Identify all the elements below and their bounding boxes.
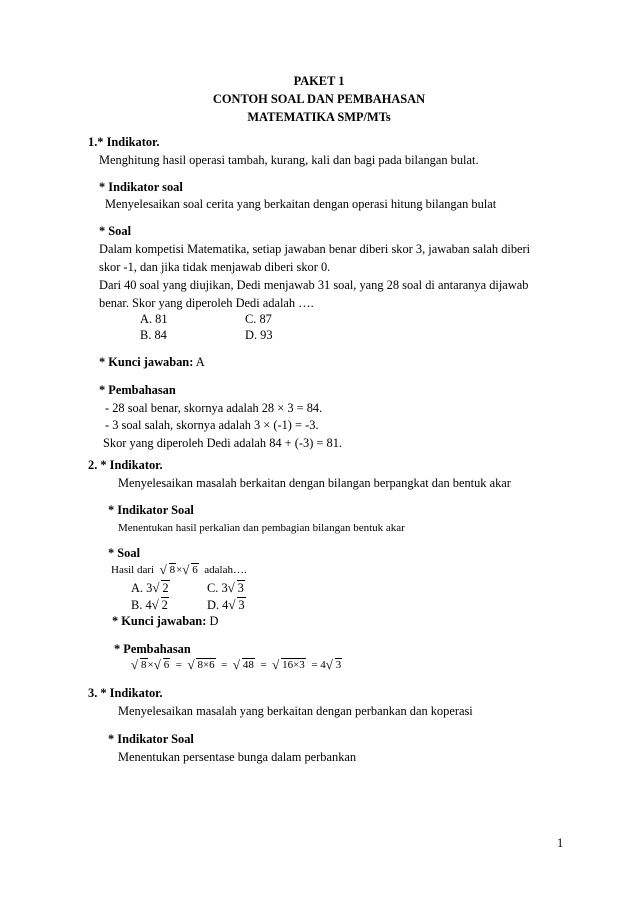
q3-indikator-text: Menyelesaikan masalah yang berkaitan dengan perbankan dan koperasi <box>118 704 473 718</box>
q1-pembahasan-line: Skor yang diperoleh Dedi adalah 84 + (-3) = 81. <box>103 436 343 450</box>
sqrt-2: √ 2 <box>152 581 169 596</box>
q1-soal-line: Dari 40 soal yang diujikan, Dedi menjawab 31 soal, yang 28 soal di antaranya dijawab <box>99 278 529 292</box>
q1-soal-title: * Soal <box>99 224 132 238</box>
q2-indikator-text: Menyelesaikan masalah berkaitan dengan bilangan berpangkat dan bentuk akar <box>118 476 511 490</box>
q3-indikator-soal-title: * Indikator Soal <box>108 732 194 746</box>
header-title: CONTOH SOAL DAN PEMBAHASAN <box>212 92 426 106</box>
q2-indikator-title: 2. * Indikator. <box>88 458 163 472</box>
sqrt-2: √ 2 <box>152 598 169 613</box>
q2-pembahasan-expression: √ 8×√ 6 = √ 8×6 = √ 48 = √ 16×3 = 4√ 3 <box>131 658 342 673</box>
q2-option-b: B. 4√ 2 <box>131 598 169 613</box>
sqrt-3: √ 3 <box>326 658 343 673</box>
q1-indikator-soal-title: * Indikator soal <box>99 180 183 194</box>
q1-option-a: A. 81 <box>140 312 168 326</box>
q1-soal-line: benar. Skor yang diperoleh Dedi adalah …. <box>99 296 314 310</box>
sqrt-8: √ 8 <box>160 563 177 578</box>
times-symbol: × <box>176 564 183 576</box>
q1-indikator-text: Menghitung hasil operasi tambah, kurang, kali dan bagi pada bilangan bulat. <box>99 153 479 167</box>
sqrt-3: √ 3 <box>228 581 245 596</box>
q3-indikator-soal-text: Menentukan persentase bunga dalam perbankan <box>118 750 357 764</box>
q1-soal-line: Dalam kompetisi Matematika, setiap jawaban benar diberi skor 3, jawaban salah diberi <box>99 242 531 256</box>
q2-soal-expression <box>111 563 247 578</box>
q2-indikator-soal-title: * Indikator Soal <box>108 503 194 517</box>
q1-kunci <box>99 355 205 370</box>
q1-kunci-value: A <box>195 355 205 369</box>
q3-indikator-title: 3. * Indikator. <box>88 686 163 700</box>
sqrt-3: √ 3 <box>228 598 245 613</box>
q2-soal-prefix: Hasil dari <box>111 564 155 576</box>
q1-pembahasan-title: * Pembahasan <box>99 383 176 397</box>
q1-indikator-soal-text: Menyelesaikan soal cerita yang berkaitan dengan operasi hitung bilangan bulat <box>105 197 497 211</box>
q1-option-d: D. 93 <box>245 328 273 342</box>
q2-indikator-soal-text: Menentukan hasil perkalian dan pembagian bilangan bentuk akar <box>118 522 405 534</box>
sqrt-16x3: √ 16×3 <box>272 658 306 673</box>
q2-option-c: C. 3√ 3 <box>207 581 245 596</box>
q1-pembahasan-line: - 3 soal salah, skornya adalah 3 × (-1) = -3. <box>105 418 319 432</box>
q2-pembahasan-title: * Pembahasan <box>114 642 191 656</box>
sqrt-48: √ 48 <box>233 658 255 673</box>
sqrt-8: √ 8 <box>131 658 148 673</box>
sqrt-6: √ 6 <box>182 563 199 578</box>
q2-option-d: D. 4√ 3 <box>207 598 246 613</box>
header-subject: MATEMATIKA SMP/MTs <box>247 110 391 124</box>
page-number: 1 <box>557 836 564 850</box>
sqrt-8x6: √ 8×6 <box>187 658 215 673</box>
q1-kunci-label: * Kunci jawaban: <box>99 355 194 369</box>
q1-option-c: C. 87 <box>245 312 272 326</box>
header-paket: PAKET 1 <box>293 74 345 88</box>
sqrt-6: √ 6 <box>154 658 171 673</box>
q2-option-a: A. 3√ 2 <box>131 581 170 596</box>
q2-kunci-value: D <box>209 614 219 628</box>
q2-kunci-label: * Kunci jawaban: <box>112 614 207 628</box>
q1-soal-line: skor -1, dan jika tidak menjawab diberi skor 0. <box>99 260 331 274</box>
q1-option-b: B. 84 <box>140 328 167 342</box>
q1-pembahasan-line: - 28 soal benar, skornya adalah 28 × 3 = 84. <box>105 401 323 415</box>
q2-soal-title: * Soal <box>108 546 141 560</box>
q2-soal-suffix: adalah…. <box>204 564 247 576</box>
q1-indikator-title: 1.* Indikator. <box>88 135 160 149</box>
q2-kunci <box>112 614 218 629</box>
